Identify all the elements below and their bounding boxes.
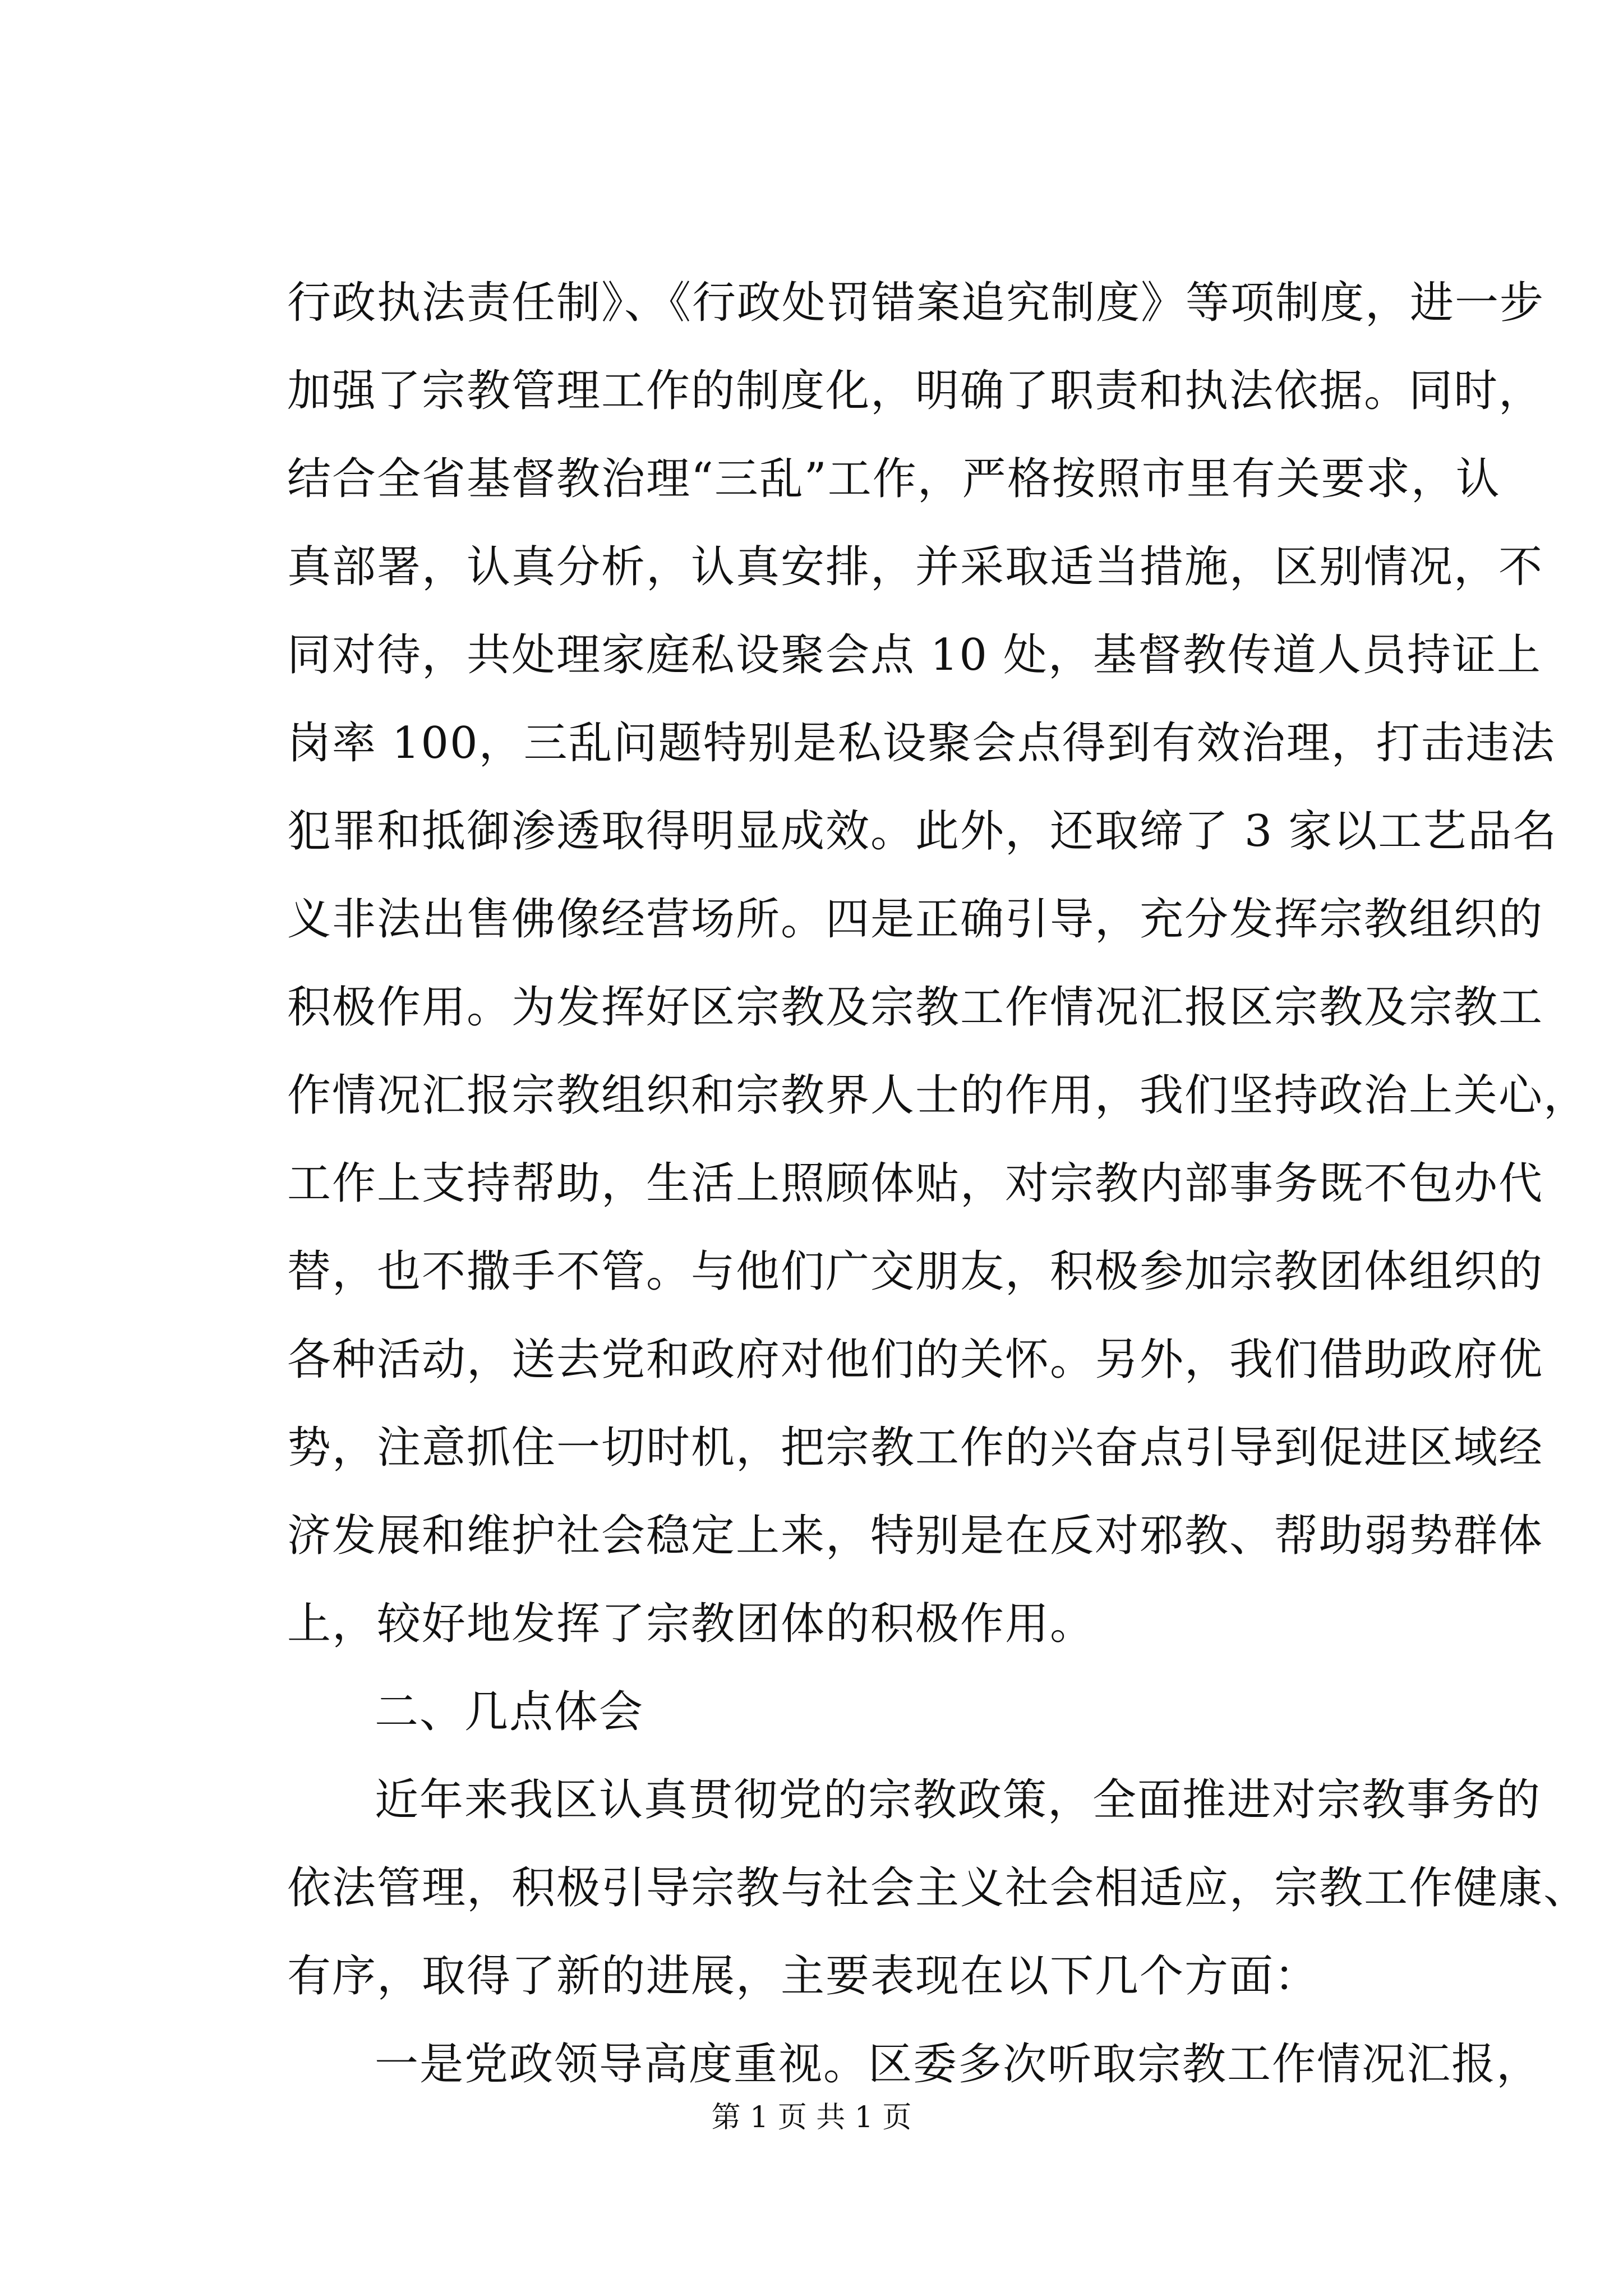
text-line: 济发展和维护社会稳定上来，特别是在反对邪教、帮助弱势群体 [287, 1511, 1544, 1561]
text-line: 替，也不撒手不管。与他们广交朋友，积极参加宗教团体组织的 [287, 1246, 1544, 1297]
text-line: 一是党政领导高度重视。区委多次听取宗教工作情况汇报， [375, 2039, 1542, 2090]
text-line: 作情况汇报宗教组织和宗教界人士的作用，我们坚持政治上关心， [287, 1070, 1589, 1121]
text-line: 各种活动，送去党和政府对他们的关怀。另外，我们借助政府优 [287, 1335, 1544, 1385]
text-line: 结合全省基督教治理“三乱”工作，严格按照市里有关要求，认 [287, 454, 1501, 504]
section-heading: 二、几点体会 [375, 1687, 644, 1737]
text-line: 同对待，共处理家庭私设聚会点 10 处，基督教传道人员持证上 [287, 630, 1542, 680]
text-line: 近年来我区认真贯彻党的宗教政策，全面推进对宗教事务的 [375, 1775, 1542, 1825]
text-line: 势，注意抓住一切时机，把宗教工作的兴奋点引导到促进区域经 [287, 1423, 1544, 1473]
text-line: 加强了宗教管理工作的制度化，明确了职责和执法依据。同时， [287, 366, 1544, 416]
text-line: 依法管理，积极引导宗教与社会主义社会相适应，宗教工作健康、 [287, 1863, 1589, 1913]
text-line: 犯罪和抵御渗透取得明显成效。此外，还取缔了 3 家以工艺品名 [287, 806, 1558, 857]
text-line: 上，较好地发挥了宗教团体的积极作用。 [287, 1599, 1095, 1649]
text-line: 行政执法责任制》、《行政处罚错案追究制度》等项制度，进一步 [287, 278, 1545, 328]
document-body [287, 259, 1589, 2109]
text-line: 积极作用。为发挥好区宗教及宗教工作情况汇报区宗教及宗教工 [287, 982, 1544, 1033]
page-footer: 第 1 页 共 1 页 [711, 2101, 912, 2134]
text-line: 岗率 100，三乱问题特别是私设聚会点得到有效治理，打击违法 [287, 718, 1556, 769]
text-line: 义非法出售佛像经营场所。四是正确引导，充分发挥宗教组织的 [287, 894, 1544, 945]
text-line: 工作上支持帮助，生活上照顾体贴，对宗教内部事务既不包办代 [287, 1158, 1544, 1209]
text-line: 真部署，认真分析，认真安排，并采取适当措施，区别情况，不 [287, 542, 1544, 592]
text-line: 有序，取得了新的进展，主要表现在以下几个方面： [287, 1951, 1320, 2001]
